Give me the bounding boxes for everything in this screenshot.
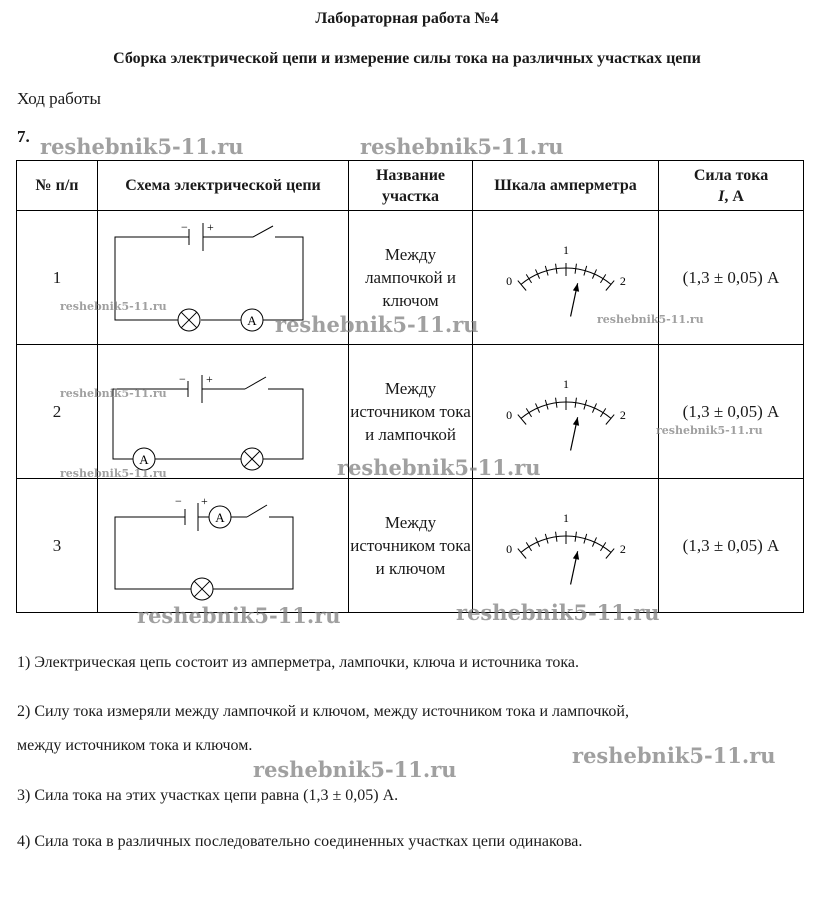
answer-1: 1) Электрическая цепь состоит из амперметра, лампочки, ключа и источника тока. <box>17 654 580 671</box>
watermark: reshebnik5-11.ru <box>40 134 244 159</box>
col-section: Название участка <box>349 161 473 211</box>
wire <box>263 237 303 320</box>
col-number: № п/п <box>17 161 98 211</box>
watermark: reshebnik5-11.ru <box>253 757 457 782</box>
circuit-cell <box>98 345 349 479</box>
col-current-label: Сила тока <box>693 166 769 184</box>
scale-tick <box>605 414 613 424</box>
scale-tick <box>575 531 576 541</box>
current-unit: , А <box>724 187 744 205</box>
scale-label: 2 <box>619 407 626 422</box>
progress-label: Ход работы <box>17 89 101 108</box>
plus-sign: + <box>201 494 208 508</box>
scale-label: 0 <box>505 541 512 556</box>
section-name: Между источником тока и ключом <box>349 479 473 613</box>
wire <box>263 389 303 459</box>
switch-lever <box>253 226 273 237</box>
answer-2-continued: между источником тока и ключом. <box>17 737 253 754</box>
table-row <box>17 479 804 613</box>
watermark: reshebnik5-11.ru <box>60 387 167 400</box>
plus-sign: + <box>206 372 213 386</box>
ammeter-scale <box>486 506 646 586</box>
task-number: 7. <box>17 127 30 146</box>
scale-cell <box>473 211 659 345</box>
needle-arrowhead <box>572 283 578 291</box>
scale-tick <box>605 548 613 558</box>
ammeter-letter: A <box>247 313 257 328</box>
watermark: reshebnik5-11.ru <box>137 603 341 628</box>
current-symbol: I <box>718 187 725 205</box>
circuit-cell <box>98 479 349 613</box>
col-current <box>659 161 804 211</box>
results-table <box>16 160 804 613</box>
watermark: reshebnik5-11.ru <box>337 455 541 480</box>
circuit-cell <box>98 211 349 345</box>
answer-4: 4) Сила тока в различных последовательно соединенных участках цепи одинакова. <box>17 833 583 850</box>
minus-sign: − <box>179 372 186 386</box>
watermark: reshebnik5-11.ru <box>597 313 704 326</box>
watermark: reshebnik5-11.ru <box>60 467 167 480</box>
circuit-diagram-1 <box>103 215 343 340</box>
scale-tick <box>517 414 525 424</box>
scale-cell <box>473 479 659 613</box>
section-name: Между источником тока и лампочкой <box>349 345 473 479</box>
scale-tick <box>526 274 531 282</box>
scale-tick <box>600 408 605 416</box>
page-subtitle: Сборка электрической цепи и измерение силы тока на различных участках цепи <box>113 50 701 67</box>
plus-sign: + <box>207 220 214 234</box>
wire <box>115 517 191 589</box>
watermark: reshebnik5-11.ru <box>572 743 776 768</box>
scale-tick <box>517 280 525 290</box>
col-scheme: Схема электрической цепи <box>98 161 349 211</box>
scale-label: 1 <box>562 376 569 391</box>
scale-tick <box>526 408 531 416</box>
scale-cell <box>473 345 659 479</box>
row-number: 3 <box>17 479 98 613</box>
circuit-diagram-2 <box>103 349 343 474</box>
scale-label: 1 <box>562 510 569 525</box>
table-row <box>17 211 804 345</box>
minus-sign: − <box>181 220 188 234</box>
scale-tick <box>575 397 576 407</box>
watermark: reshebnik5-11.ru <box>656 424 763 437</box>
scale-tick <box>517 548 525 558</box>
needle-arrowhead <box>572 551 578 559</box>
table-header-row <box>17 161 804 211</box>
scale-tick <box>526 542 531 550</box>
watermark: reshebnik5-11.ru <box>275 312 479 337</box>
col-scale: Шкала амперметра <box>473 161 659 211</box>
circuit-diagram-3 <box>103 483 343 608</box>
needle-arrowhead <box>572 417 578 425</box>
answer-2: 2) Силу тока измеряли между лампочкой и ключом, между источником тока и лампочкой, <box>17 703 629 720</box>
watermark: reshebnik5-11.ru <box>456 600 660 625</box>
switch-lever <box>245 377 266 389</box>
watermark: reshebnik5-11.ru <box>360 134 564 159</box>
row-number: 2 <box>17 345 98 479</box>
minus-sign: − <box>175 494 182 508</box>
wire <box>113 389 188 459</box>
scale-tick <box>575 263 576 273</box>
scale-tick <box>605 280 613 290</box>
page-title: Лабораторная работа №4 <box>315 10 499 27</box>
ammeter-letter: A <box>215 510 225 525</box>
scale-tick <box>555 397 556 407</box>
wire <box>213 517 293 589</box>
scale-label: 1 <box>562 242 569 257</box>
wire <box>115 237 189 320</box>
scale-label: 2 <box>619 273 626 288</box>
current-value: (1,3 ± 0,05) А <box>659 345 804 479</box>
scale-label: 0 <box>505 407 512 422</box>
ammeter-letter: A <box>139 452 149 467</box>
scale-tick <box>555 531 556 541</box>
row-number: 1 <box>17 211 98 345</box>
ammeter-scale <box>486 238 646 318</box>
ammeter-scale <box>486 372 646 452</box>
switch-lever <box>247 505 267 517</box>
answer-3: 3) Сила тока на этих участках цепи равна (1,3 ± 0,05) А. <box>17 787 399 804</box>
scale-tick <box>600 542 605 550</box>
section-name: Между лампочкой и ключом <box>349 211 473 345</box>
scale-label: 2 <box>619 541 626 556</box>
scale-tick <box>555 263 556 273</box>
table-row <box>17 345 804 479</box>
watermark: reshebnik5-11.ru <box>60 300 167 313</box>
scale-tick <box>600 274 605 282</box>
current-value: (1,3 ± 0,05) А <box>659 479 804 613</box>
scale-label: 0 <box>505 273 512 288</box>
current-value: (1,3 ± 0,05) А <box>659 211 804 345</box>
